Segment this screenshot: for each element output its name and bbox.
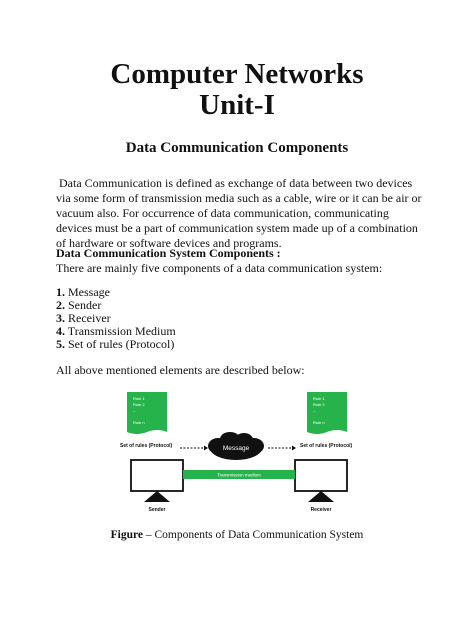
rules-document-left [127, 392, 167, 434]
rule-text: Rule 1 [313, 396, 325, 401]
components-intro: There are mainly five components of a data communication system: [56, 261, 383, 275]
rule-text: Rule 2 [133, 402, 145, 407]
receiver-monitor-icon [295, 460, 347, 491]
rule-text: Rule 1 [133, 396, 145, 401]
sender-label: Sender [148, 507, 166, 513]
list-number: 3. [56, 311, 65, 325]
list-number: 5. [56, 337, 65, 351]
components-heading: Data Communication System Components : [56, 246, 281, 260]
described-below-text: All above mentioned elements are described below: [56, 363, 305, 377]
arrow-head-icon [292, 446, 296, 451]
sender-monitor-icon [131, 460, 183, 491]
list-number: 1. [56, 285, 65, 299]
receiver-stand-icon [308, 491, 334, 502]
list-label: Receiver [68, 311, 111, 325]
list-item [56, 338, 176, 351]
data-communication-figure [110, 388, 366, 520]
list-label: Message [68, 285, 110, 299]
rules-document-right [307, 392, 347, 434]
caption-bold: Figure [110, 529, 143, 541]
list-label: Sender [68, 298, 102, 312]
intro-paragraph: Data Communication is defined as exchange of data between two devices via some form of transmission media such as a cable, wire or it can be air or vacuum also. For occurrence of data communication, communicating devices must be a part of communication system made up of a combination of hardware or software devices and programs. [56, 176, 422, 250]
document-title-line2: Unit-I [199, 89, 275, 121]
rule-text: -- [313, 408, 316, 413]
list-label: Set of rules (Protocol) [68, 337, 175, 351]
components-list [56, 286, 176, 351]
list-number: 4. [56, 324, 65, 338]
rule-text: Rule 2 [313, 402, 325, 407]
protocol-label-right: Set of rules (Protocol) [300, 443, 353, 449]
message-cloud [208, 432, 264, 460]
message-label: Message [222, 445, 250, 452]
medium-label: Transmission medium [217, 472, 261, 478]
document-title-line1: Computer Networks [110, 58, 364, 90]
arrow-head-icon [204, 446, 208, 451]
rule-text: -- [133, 408, 136, 413]
list-label: Transmission Medium [67, 324, 176, 338]
receiver-label: Receiver [310, 507, 332, 513]
caption-text: – Components of Data Communication System [142, 529, 364, 541]
rule-text: Rule n [313, 420, 325, 425]
sender-stand-icon [144, 491, 170, 502]
section-title: Data Communication Components [125, 140, 349, 156]
figure-caption [0, 529, 474, 541]
protocol-label-left: Set of rules (Protocol) [120, 443, 173, 449]
rule-text: Rule n [133, 420, 145, 425]
list-number: 2. [56, 298, 65, 312]
